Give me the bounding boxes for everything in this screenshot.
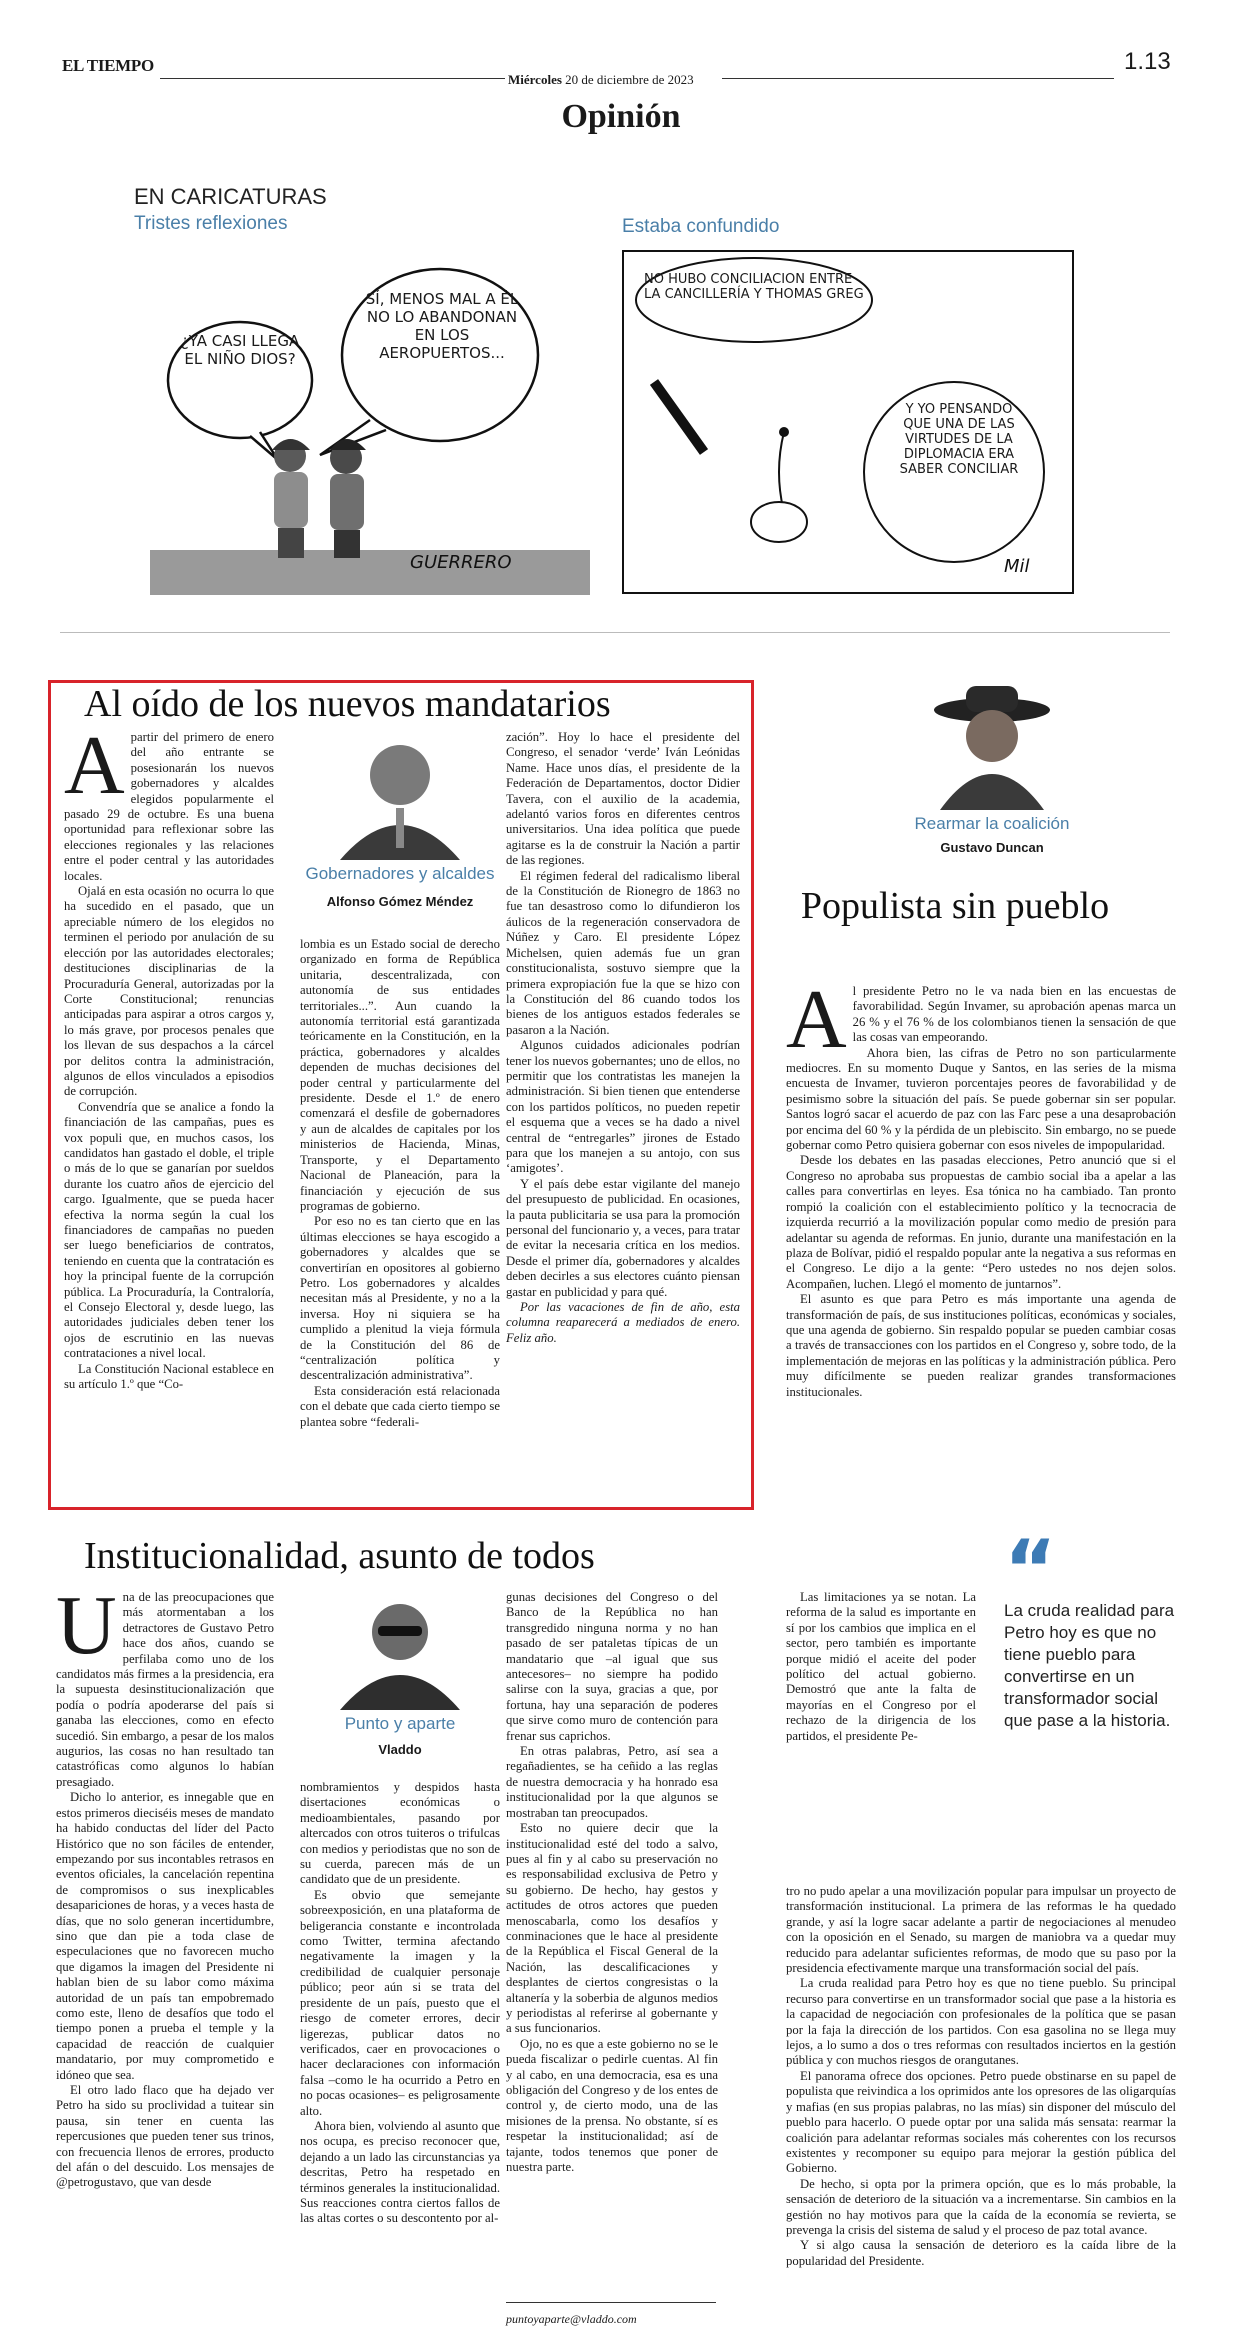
article3-dropcap: A <box>786 973 847 1066</box>
article3-col-rest <box>786 1884 1176 2269</box>
author-photo <box>300 1590 500 1710</box>
paragraph: De hecho, si opta por la primera opción, que es lo más probable, la sensación de deterioro de la situación va a incrementarse. Sin cambios en la gestión no hay motivos para que la caída de la economía se revierta, se prevenga la crisis del sistema de salud y el proceso de paz total avance. <box>786 2176 1176 2237</box>
article2-dropcap: U <box>56 1579 117 1672</box>
article2-col3 <box>506 1590 718 2175</box>
issue-date: Miércoles 20 de diciembre de 2023 <box>508 72 694 87</box>
article1-col3 <box>506 730 740 1346</box>
paragraph: Ojo, no es que a este gobierno no se le pueda fiscalizar o pedirle cuentas. Al fin y al cabo, en una democracia, esa es una obligación del Congreso y de los entes de control y, de cierto modo, una de las misiones de la prensa. No obstante, sí es respetar la institucionalidad; así de tajante, todos tenemos que poner de nuestra parte. <box>506 2036 718 2175</box>
paragraph: Ojalá en esta ocasión no ocurra lo que ha sucedido en el pasado, que un apreciable número de los elegidos no terminen el periodo por anulación de su elección por las autoridades electorales; destituciones disciplinarias de la Procuraduría General, autorizadas por la Corte Constitucional; renuncias anticipadas para aspirar a otros cargos y, lo más grave, por procesos penales que los llevan de sus despachos a la cárcel por delitos contra la administración, algunos de ellos vinculados a episodios de corrupción. <box>64 884 274 1099</box>
paragraph: El régimen federal del radicalismo liberal de la Constitución de Rionegro de 1863 no fue tan desastroso como lo difundieron los áulicos de la regeneración conservadora de Núñez y Caro. El presidente López Michelsen, quien además fue un gran constitucionalista, sostuvo siempre que la primera expropiación fue la que se hizo con la Constitución del 86 cuando todos los bienes de los antiguos estados federales se pasaron a la Nación. <box>506 868 740 1037</box>
article3-author: Gustavo Duncan <box>940 840 1044 855</box>
article1-headline: Al oído de los nuevos mandatarios <box>84 683 611 725</box>
article2-headline: Institucionalidad, asunto de todos <box>84 1535 595 1577</box>
article2-column-name: Punto y aparte <box>344 1714 456 1733</box>
paragraph: Desde los debates en las pasadas elecciones, Petro anunció que si el Congreso no aprobaba sus propuestas de cambio social iba a apelar a las calles para convertirlas en leyes. Esa tónica no ha cambiado. Tan pronto rompió la coalición con el establecimiento político y la tecnocracia de izquierda recurrió a la movilización popular como medio de presión para adelantar su agenda de reformas. En junio, durante una manifestación en la plaza de Bolívar, pidió el respaldo popular ante la negativa a sus reformas en el Congreso. Le dijo a la gente: “Pero ustedes no nos dejen solos. Acompañen, luchen. Llegó el momento de juntarnos”. <box>786 1153 1176 1291</box>
section-title: Opinión <box>561 98 681 135</box>
cartoon-left-title: Tristes reflexiones <box>134 213 288 234</box>
header-rule-left <box>160 78 505 79</box>
section-divider <box>60 632 1170 633</box>
pull-quote <box>1004 1523 1180 1732</box>
cartoon-right <box>622 250 1074 594</box>
paragraph: Es obvio que semejante sobreexposición, en una plataforma de beligerancia constante e incontrolada como Twitter, termina afectando negativamente la imagen y la credibilidad de cualquier personaje público; peor aún si se trata del presidente de un país, puesto que el riesgo de cometer errores, decir ligerezas, publicar datos no verificados, caer en provocaciones o hacer declaraciones con información falsa –como le ha ocurrido a Petro en no pocas ocasiones– es peligrosamente alto. <box>300 1887 500 2118</box>
paragraph: zación”. Hoy lo hace el presidente del Congreso, el senador ‘verde’ Iván Leónidas Name. Hace unos días, el presidente de la Federación de Departamentos, doctor Didier Tavera, con el auxilio de la academia, adelantó varios foros en diferentes centros universitarios. Una idea política que puede agitarse es la de construir la Nación a partir de las regiones. <box>506 730 740 868</box>
cartoon-right-bubble-1: NO HUBO CONCILIACIÓN ENTRE LA CANCILLERÍA Y THOMAS GREG <box>644 272 864 302</box>
email-rule <box>506 2302 716 2303</box>
cartoon-left-signature: GUERRERO <box>410 552 512 573</box>
paragraph: El otro lado flaco que ha dejado ver Petro ha sido su proclividad a tuitear sin pausa, sin tener en cuenta las repercusiones que pueden tener sus trinos, con frecuencia llenos de errores, producto del afán o del descuido. Los mensajes de @petrogustavo, que van desde <box>56 2083 274 2190</box>
paragraph: Algunos cuidados adicionales podrían tener los nuevos gobernantes; uno de ellos, no permitir que los contratistas les manejen la administración. Si bien tienen que entenderse con los partidos políticos, no pueden repetir el esquema que a veces se ha dado a nivel central de “entregarles” jirones de Estado para que los manejen a su antojo, con sus ‘amigotes’. <box>506 1038 740 1176</box>
paragraph: Las limitaciones ya se notan. La reforma de la salud es importante en sí por los cambios que implica en el sector, pero también es importante porque midió el aceite del poder político del actual gobierno. Demostró que ante la falta de mayorías en el Congreso por el rechazo de la dirigencia de los partidos, el presidente Pe- <box>786 1590 976 1743</box>
pull-quote-text: La cruda realidad para Petro hoy es que no tiene pueblo para convertirse en un transformador social que pase a la historia. <box>1004 1601 1175 1730</box>
paragraph: Ahora bien, volviendo al asunto que nos ocupa, es preciso reconocer que, dejando a un lado las circunstancias ya descritas, Petro ha respetado en términos generales la institucionalidad. Sus reacciones contra ciertos fallos de las altas cortes o su descontento por al- <box>300 2118 500 2226</box>
article1-column-name: Gobernadores y alcaldes <box>305 864 495 883</box>
page-number: 1.13 <box>1124 48 1171 75</box>
cartoon-right-drawing <box>624 252 1072 592</box>
article1-byline <box>300 730 500 920</box>
author-photo <box>300 730 500 860</box>
article2-col1 <box>56 1579 274 2191</box>
article2-byline <box>300 1590 500 1765</box>
header-rule-right <box>722 78 1114 79</box>
closing-note: Por las vacaciones de fin de año, esta columna reaparecerá a mediados de enero. Feliz año. <box>506 1300 740 1345</box>
paragraph: Esta consideración está relacionada con el debate que cada cierto tiempo se plantea sobre “federali- <box>300 1383 500 1429</box>
cartoon-right-title: Estaba confundido <box>622 216 780 237</box>
cartoon-right-signature: Mil <box>1004 556 1030 577</box>
paragraph: Convendría que se analice a fondo la financiación de las campañas, pues es vox populi que, en muchos casos, los candidatos han gastado el doble, el triple o más de lo que se ganarían por sueldos durante los cuatro años de ejercicio del cargo. Igualmente, que se pueda hacer efectiva la norma según la cual los financiadores de campañas no pueden ser luego beneficiarios de contratos, teniendo en cuenta que la contratación es hoy la principal fuente de la corrupción pública. La Procuraduría, la Contraloría, el Consejo Electoral y, desde luego, las autoridades judiciales deben tener los ojos de escrutinio en las nuevas contrataciones a nivel local. <box>64 1099 274 1361</box>
cartoon-left-drawing <box>150 250 590 595</box>
author-photo <box>862 680 1122 810</box>
article3-col-narrow <box>786 1590 976 1744</box>
paragraph: nombramientos y despidos hasta disertaciones económicas o medioambientales, pasando por altercados con otros tuiteros o trifulcas con medios y periodistas que no son de su cuerda, parecen más de un candidato que de un presidente. <box>300 1780 500 1887</box>
paragraph: partir del primero de enero del año entrante se posesionarán los nuevos gobernadores y alcaldes elegidos popularmente el pasado 29 de octubre. Es una buena oportunidad para reflexionar sobre las elecciones regionales y las relaciones entre el poder central y las autoridades locales. <box>64 730 274 883</box>
article3-headline: Populista sin pueblo <box>800 885 1110 927</box>
paragraph: Y el país debe estar vigilante del manejo del presupuesto de publicidad. En ocasiones, la pauta publicitaria se usa para la promoción personal del funcionario y, a veces, para tratar de evitar la necesaria crítica en los medios. Desde el primer día, gobernadores y alcaldes deben decirles a sus electores cuánto piensan gastar en publicidad y para qué. <box>506 1176 740 1299</box>
cartoon-right-bubble-2: Y YO PENSANDO QUE UNA DE LAS VIRTUDES DE LA DIPLOMACIA ERA SABER CONCILIAR <box>899 402 1019 477</box>
article1-col1 <box>64 719 274 1392</box>
paragraph: El asunto es que para Petro es más importante una agenda de transformación de país, de sus instituciones políticas, económicas y sociales, que una agenda de gobierno. Sin respaldo popular se pueden cambiar cosas a través de transacciones con los partidos en el Congreso y, sobre todo, de la implementación de mejoras en las políticas y la administración pública. Pero muy difícilmente se pueden realizar grandes transformaciones institucionales. <box>786 1292 1176 1399</box>
article2-author: Vladdo <box>378 1742 422 1757</box>
paragraph: na de las preocupaciones que más atormentaban a los detractores de Gustavo Petro hace dos años, cuando se perfilaba como uno de los candidatos más firmes a la presidencia, era la supuesta desinstitucionalización que podía o podría apoderarse del país si ganaba las elecciones, como en efecto sucedió. Sin embargo, a pesar de los malos augurios, las cosas no han resultado tan catastróficas como algunos lo habían presagiado. <box>56 1590 274 1789</box>
article3-column-name: Rearmar la coalición <box>914 814 1070 833</box>
paragraph: Por eso no es tan cierto que en las últimas elecciones se haya escogido a gobernadores y alcaldes que se convertirían en opositores al gobierno Petro. Los gobernadores y alcaldes necesitan más al Presidente, y no a la inversa. Hoy ni siquiera se ha cumplido a plenitud la vieja fórmula de la Constitución del 86 de “centralización política y descentralización administrativa”. <box>300 1214 500 1383</box>
cartoon-left-bubble-1: ¿YA CASI LLEGA EL NIÑO DIOS? <box>180 332 300 368</box>
paragraph: tro no pudo apelar a una movilización popular para impulsar un proyecto de transformación institucional. La primera de las reformas le ha quedado grande, y así la logre sacar adelante a partir de negociaciones al menudeo con la oposición en el Senado, su margen de maniobra va a quedar muy reducido para adelantar suficientes reformas, de modo que su paso por la presidencia efectivamente marque una transformación social del país. <box>786 1884 1176 1976</box>
paragraph: La cruda realidad para Petro hoy es que no tiene pueblo. Su principal recurso para convertirse en un transformador social que pase a la historia es la capacidad de negociación con profesionales de la política que se pasan por la faja la dirección de los partidos. Con esa gasolina no se llega muy lejos, a lo sumo a dos o tres reformas con resultados inciertos en la gestión pública y con muchos riesgos de orangutanes. <box>786 1976 1176 2068</box>
article3-byline <box>862 680 1122 865</box>
paragraph: gunas decisiones del Congreso o del Banco de la República no han transgredido ninguna norma y no han pasado de ser pataletas típicas de un mandatario que –al igual que sus antecesores– no siempre ha podido salirse con la suya, gracias a que, por fortuna, hay una separación de poderes que sirve como muro de contención para frenar sus caprichos. <box>506 1590 718 1743</box>
paragraph: El panorama ofrece dos opciones. Petro puede obstinarse en su papel de populista que reivindica a los oprimidos ante los opresores de las oligarquías y mafias (en sus propias palabras, no las mías) sin disponer del músculo del pueblo para hacerlo. O puede optar por una salida más sensata: rearmar la coalición para adelantar reformas sociales más coherentes con los recursos existentes y recomponer su equipo para mejorar la gestión pública del Gobierno. <box>786 2068 1176 2176</box>
newspaper-brand: EL TIEMPO <box>62 56 154 75</box>
article3-col-intro <box>786 973 1176 1400</box>
paragraph: Dicho lo anterior, es innegable que en estos primeros dieciséis meses de mandato ha habido conductas del líder del Pacto Histórico que no son fáciles de entender, empezando por sus incontables retrasos en eventos oficiales, la cancelación repentina de compromisos o sus inexplicables desapariciones de horas, y a veces hasta de días, que no solo generan incertidumbre, sino que dan pie a toda clase de especulaciones que no favorecen mucho que digamos la imagen del Presidente ni hablan bien de su labor como máxima autoridad de un país tan empobremado como este, lleno de desafíos que todo el tiempo ponen a prueba el temple y la capacidad de reacción de cualquier mandatario, por muy comprometido e idóneo que sea. <box>56 1790 274 2082</box>
article1-col2 <box>300 937 500 1430</box>
cartoon-left-bubble-2: SÍ, MENOS MAL A ÉL NO LO ABANDONAN EN LOS AEROPUERTOS... <box>365 290 519 362</box>
article1-author: Alfonso Gómez Méndez <box>326 894 474 909</box>
article1-dropcap: A <box>64 719 125 812</box>
paragraph: Esto no quiere decir que la institucionalidad esté del todo a salvo, pues al fin y al cabo su preservación no es responsabilidad exclusiva de Petro y su gobierno. De hecho, hay gestos y actitudes de otros actores que pueden menoscabarla, como los desafíos y conminaciones que le hace al presidente de la República el Fiscal General de la Nación, las descalificaciones y desplantes de ciertos congresistas o la altanería y la soberbia de algunos medios y periodistas al referirse al gobernante y a sus funcionarios. <box>506 1821 718 2036</box>
paragraph: En otras palabras, Petro, así sea a regañadientes, se ha ceñido a las reglas de nuestra democracia y ha honrado esa institucionalidad por la que algunos se mostraban tan preocupados. <box>506 1744 718 1820</box>
cartoon-left <box>150 250 590 595</box>
paragraph: l presidente Petro no le va nada bien en las encuestas de favorabilidad. Según Invamer, su aprobación apenas marca un 26 % y el 76 % de los colombianos tienen la sensación de que las cosas van empeorando. <box>852 984 1176 1045</box>
author-email-link[interactable]: puntoyaparte@vladdo.com <box>506 2312 637 2326</box>
paragraph: Y si algo causa la sensación de deterioro es la caída libre de la popularidad del Presidente. <box>786 2238 1176 2268</box>
quote-icon: “ <box>1004 1523 1057 1616</box>
paragraph: La Constitución Nacional establece en su artículo 1.º que “Co- <box>64 1361 274 1392</box>
article2-col2 <box>300 1780 500 2227</box>
paragraph: lombia es un Estado social de derecho organizado en forma de República unitaria, descentralizada, con autonomía de sus entidades territoriales...”. Aun cuando la autonomía territorial está garantizada teóricamente en la Constitución, en la práctica, gobernadores y alcaldes dependen de muchas decisiones del poder central y particularmente del presidente. Desde el 1.º de enero comenzará el desfile de gobernadores y aun de alcaldes de capitales por los ministerios de Hacienda, Minas, Transporte, y el Departamento Nacional de Planeación, para la financiación y ejecución de sus programas de gobierno. <box>300 937 500 1213</box>
paragraph: Ahora bien, las cifras de Petro no son particularmente mediocres. En su momento Duque y Santos, en las series de la misma encuesta de Invamer, tuvieron porcentajes peores de favorabilidad y de pesimismo sobre la situación del país. Se puede gobernar sin ser popular. Santos logró sacar el acuerdo de paz con las Farc pese a una desaprobación por encima del 60 % y la pérdida de un plebiscito. Sin embargo, no se puede gobernar como Petro quisiera gobernar con esos niveles de impopularidad. <box>786 1045 1176 1153</box>
cartoons-heading: EN CARICATURAS <box>134 184 327 209</box>
